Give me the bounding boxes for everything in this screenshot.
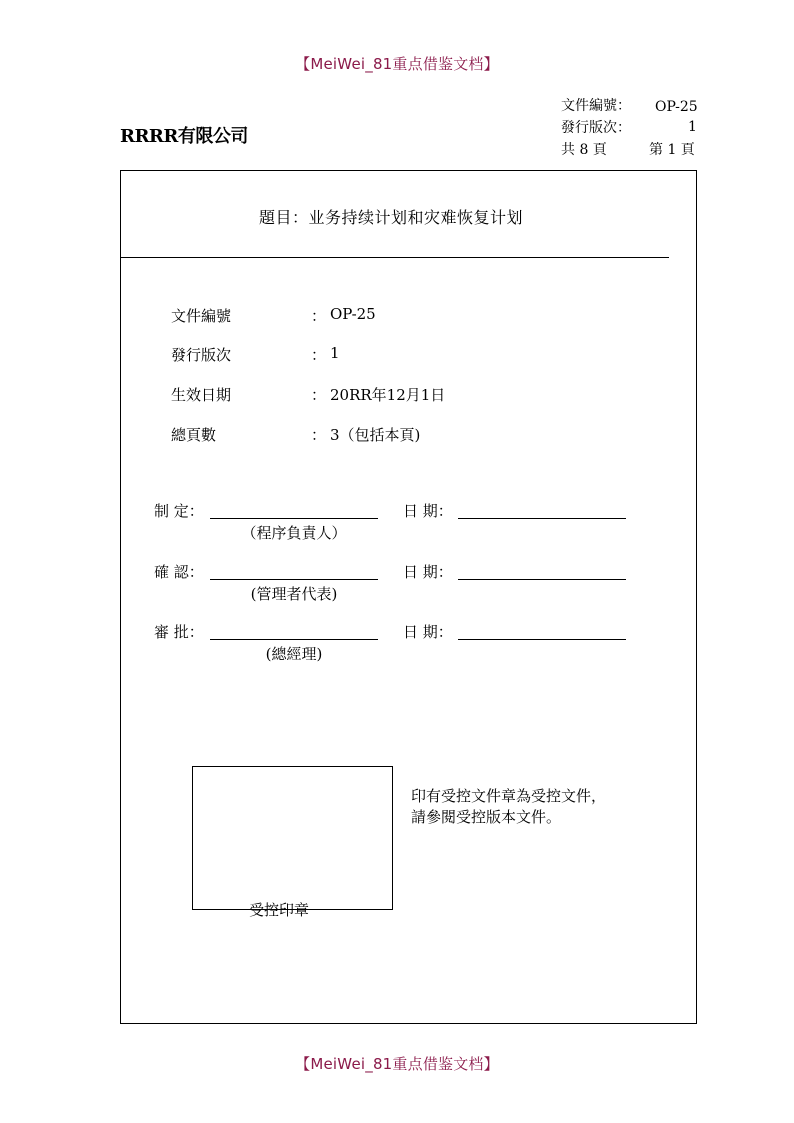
date-line-confirmed[interactable] (458, 579, 626, 580)
date-line-approved[interactable] (458, 639, 626, 640)
version-value: 1 (688, 119, 697, 135)
date-label-approved: 日 期： (403, 623, 453, 641)
total-pages: 共 8 頁 (561, 142, 607, 158)
doc-number-value: OP-25 (655, 99, 698, 115)
signature-line-confirmed[interactable] (210, 579, 378, 580)
info-label-effective-date: 生效日期 (171, 386, 232, 404)
info-colon: ： (311, 426, 327, 444)
info-label-page-count: 總頁數 (171, 426, 217, 444)
title-divider (121, 257, 669, 258)
info-label-doc-number: 文件編號 (171, 307, 232, 325)
signature-label-approved: 審 批： (154, 623, 204, 641)
doc-number-label: 文件編號： (561, 98, 631, 114)
info-value-effective-date: 20RR年12月1日 (330, 386, 446, 404)
info-value-page-count: 3（包括本頁) (330, 426, 421, 444)
signature-label-confirmed: 確 認： (154, 563, 204, 581)
signature-role-prepared: （程序負責人） (241, 524, 347, 542)
footer-banner: 【MeiWei_81重点借鉴文档】 (295, 1055, 499, 1073)
controlled-notice-line-2: 請參閱受控版本文件。 (411, 808, 562, 826)
company-name: RRRR有限公司 (120, 126, 248, 147)
header-banner: 【MeiWei_81重点借鉴文档】 (295, 55, 499, 73)
signature-label-prepared: 制 定： (154, 502, 204, 520)
controlled-stamp-box (192, 766, 393, 910)
controlled-notice-line-1: 印有受控文件章為受控文件， (411, 787, 607, 805)
date-label-confirmed: 日 期： (403, 563, 453, 581)
controlled-stamp-label: 受控印章 (249, 901, 310, 919)
signature-role-approved: (總經理) (265, 645, 323, 663)
signature-role-confirmed: (管理者代表) (250, 585, 338, 603)
version-label: 發行版次： (561, 120, 631, 136)
info-colon: ： (311, 307, 327, 325)
info-label-version: 發行版次 (171, 346, 232, 364)
current-page: 第 1 頁 (649, 142, 695, 158)
info-value-doc-number: OP-25 (330, 305, 376, 323)
date-line-prepared[interactable] (458, 518, 626, 519)
info-value-version: 1 (330, 344, 340, 362)
date-label-prepared: 日 期： (403, 502, 453, 520)
document-title: 題目：业务持续计划和灾难恢复计划 (259, 208, 524, 227)
signature-line-approved[interactable] (210, 639, 378, 640)
info-colon: ： (311, 386, 327, 404)
info-colon: ： (311, 346, 327, 364)
signature-line-prepared[interactable] (210, 518, 378, 519)
